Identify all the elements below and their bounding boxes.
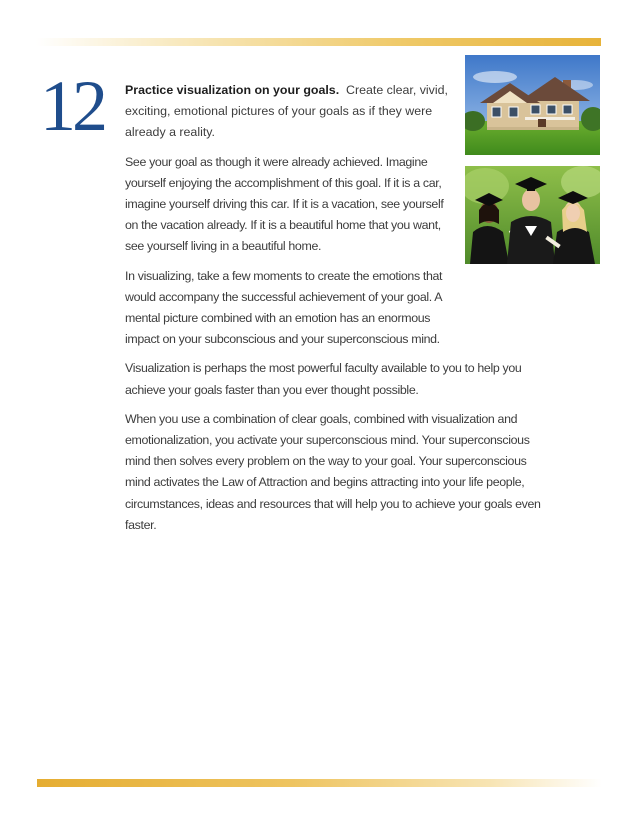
- house-illustration: [465, 55, 600, 155]
- paragraph-see-goal: See your goal as though it were already achieved. Imagine yourself enjoying the accomplishment of this goal. If it is a car, imagine yourself driving this car. If it is a vacation, see yourself on the vacation already. If it is a beautiful home that you want, see yourself living in a beautiful home.: [125, 154, 444, 254]
- section-number: 12: [40, 66, 104, 146]
- bottom-gold-rule: [37, 779, 602, 787]
- top-gold-rule: [36, 38, 601, 46]
- graduates-photo: [465, 166, 600, 264]
- section-heading: Practice visualization on your goals.: [125, 83, 340, 97]
- intro-text: Create clear, vivid, exciting, emotional pictures of your goals as if they were already a reality.: [125, 83, 448, 140]
- intro-paragraph: [125, 80, 450, 144]
- paragraph-superconscious: When you use a combination of clear goals, combined with visualization and emotionalization, you activate your superconscious mind. Your superconscious mind then solves every problem on the way to your goal. Your superconscious mind activates the Law of Attraction and begins attracting into your life people, circumstances, ideas and resources that will help you to achieve your goals even faster.: [125, 411, 541, 532]
- paragraph-emotions: In visualizing, take a few moments to create the emotions that would accompany the successful achievement of your goal. A mental picture combined with an emotion has an enormous impact on your subconscious and your superconscious mind.: [125, 268, 443, 347]
- graduates-illustration: [465, 166, 600, 264]
- paragraph-visualization-power: Visualization is perhaps the most powerful faculty available to you to help you achieve your goals faster than you ever thought possible.: [125, 361, 522, 397]
- house-photo: [465, 55, 600, 155]
